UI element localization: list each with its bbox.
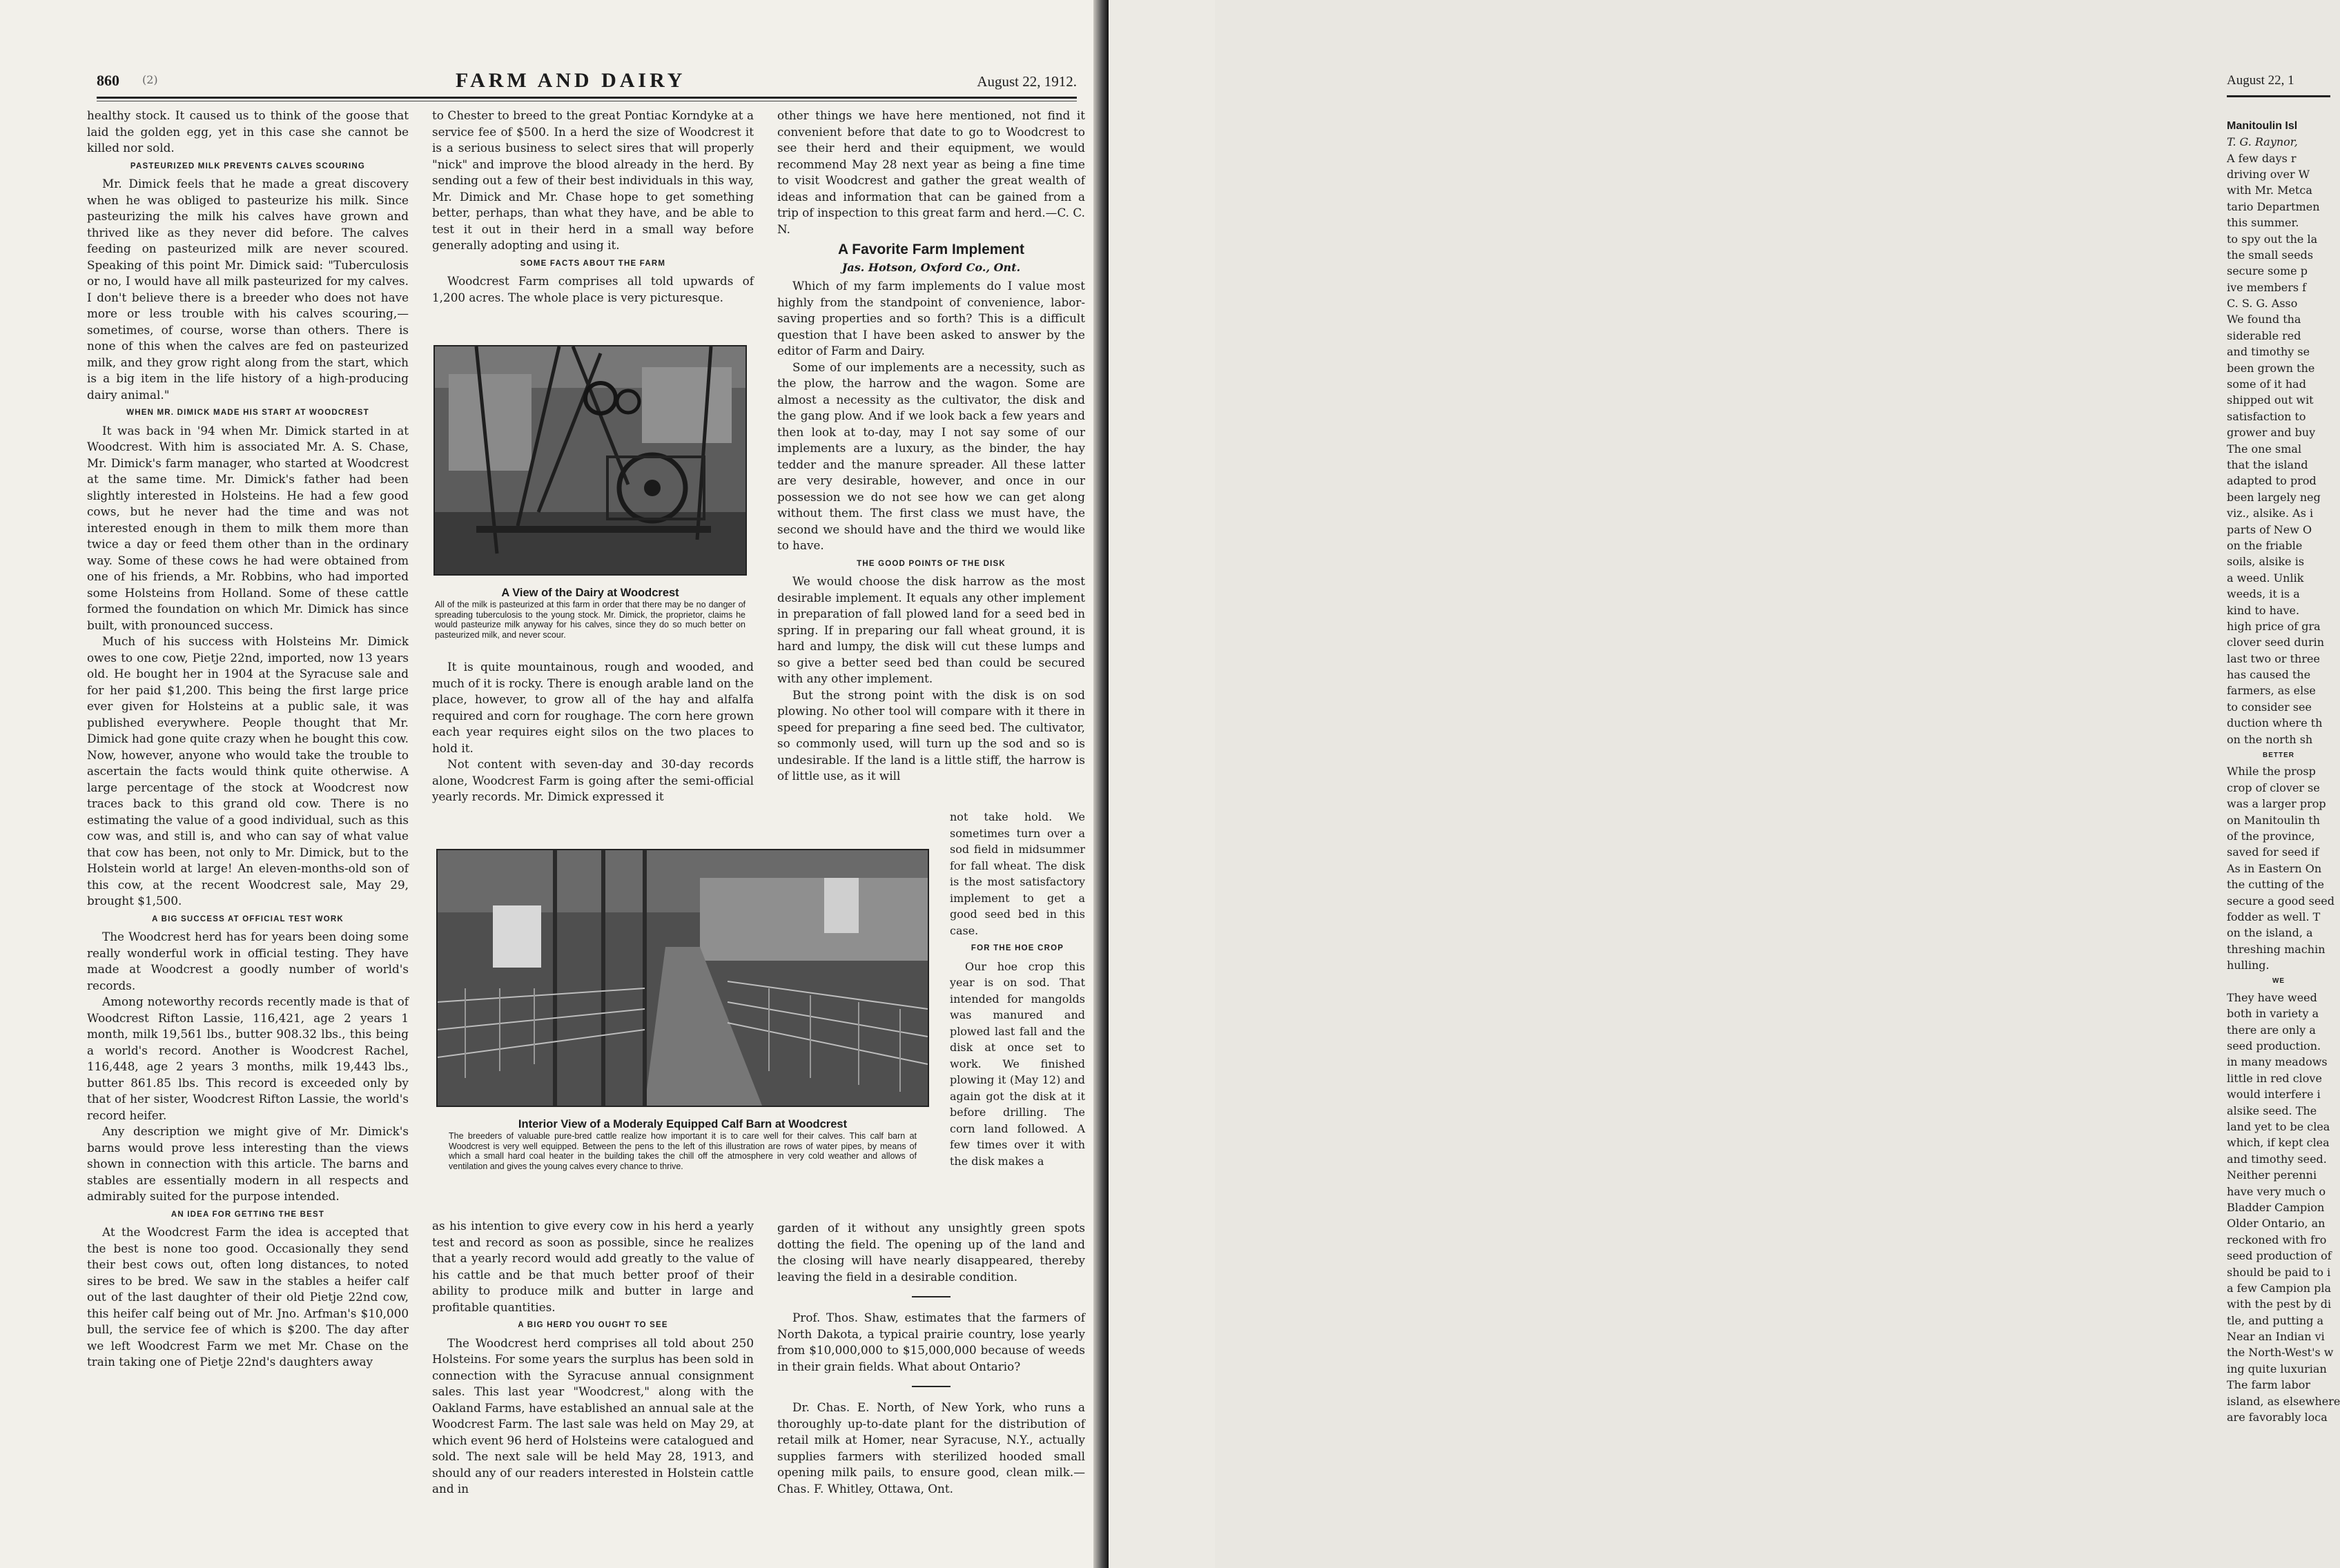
subheading: AN IDEA FOR GETTING THE BEST <box>170 1210 325 1219</box>
paragraph: Much of his success with Holsteins Mr. Dimick owes to one cow, Pietje 22nd, imported, now 13 years old. He bought her in 1904 at the Syracuse sale and for her paid $1,200. This being the first large price ever given for Holsteins at a public sale, it was published everywhere. People thought that Mr. Dimick had gone quite crazy when he bought this cow. Now, however, anyone who would take the trouble to ascertain the facts would think quite otherwise. A large percentage of the stock at Woodcrest now traces back to this grand old cow. There is no estimating the value of a good individual, such as this cow was, and still is, and who can say of what value that cow has been, not only to Mr. Dimick, but to the Holstein world at large! An eleven-months-old son of this cow, at the recent Woodcrest sale, May 29, brought $1,500. <box>87 634 409 908</box>
adjacent-page-line: viz., alsike. As i <box>2227 507 2314 520</box>
subheading: SOME FACTS ABOUT THE FARM <box>520 259 666 268</box>
paragraph: The Woodcrest herd comprises all told about 250 Holsteins. For some years the surplus has been sold in connection with the Syracuse annual consignment sales. This last year "Woodcrest," along with the Oakland Farms, have established an annual sale at the Woodcrest Farm. The last sale was held on May 29, at which event 96 herd of Holsteins were catalogued and sold. The next sale will be held May 28, 1913, and should any of our readers interested in Holstein cattle and in <box>432 1335 754 1496</box>
newspaper-page <box>0 0 1102 1568</box>
subheading: FOR THE HOE CROP <box>971 944 1064 952</box>
adjacent-page-line: on the island, a <box>2227 926 2313 940</box>
adjacent-page-line: a weed. Unlik <box>2227 571 2304 585</box>
adjacent-page-line: some of it had <box>2227 378 2306 391</box>
paragraph: Prof. Thos. Shaw, estimates that the farmers of North Dakota, a typical prairie country, lose yearly from $10,000,000 to $15,000,000 because of weeds in their grain fields. What about Ontario? <box>777 1311 1085 1373</box>
separator <box>912 1386 950 1387</box>
adjacent-page-line: BETTER <box>2263 752 2294 760</box>
paragraph: Mr. Dimick feels that he made a great discovery when he was obliged to pasteurize his milk. Since pasteurizing the milk his calves have grown and thrived like as they never did before. The calves feeding on pasteurized milk are never scoured. Speaking of this point Mr. Dimick said: "Tuberculosis or no, I would have all milk pasteurized for my calves. I don't believe there is a breeder who does not have more or less trouble with his calves scouring,—sometimes, of course, worse than others. There is none of this when the calves are fed on pasteurized milk, and they grow right along from the start, which is a big item in the life history of a high-producing dairy animal." <box>87 177 409 402</box>
adjacent-page <box>1109 0 2340 1568</box>
adjacent-page-line: A few days r <box>2227 151 2297 165</box>
adjacent-page-line: should be paid to i <box>2227 1265 2331 1279</box>
adjacent-page-line: would interfere i <box>2227 1088 2321 1101</box>
adjacent-page-line: both in variety a <box>2227 1007 2319 1021</box>
calf-barn-photo <box>436 849 929 1107</box>
page-number: 860 <box>97 72 119 89</box>
caption-title: Interior View of a Moderaly Equipped Calf Barn at Woodcrest <box>518 1118 848 1130</box>
column-1 <box>87 108 409 1371</box>
adjacent-page-line: Older Ontario, an <box>2227 1217 2326 1231</box>
paragraph: as his intention to give every cow in his herd a yearly test and record as soon as possible, since he realizes that a yearly record would add greatly to the value of his cattle and be that much better proof of their ability to produce milk and butter in large and profitable quantities. <box>432 1219 754 1314</box>
adjacent-page-line: tario Departmen <box>2227 199 2320 213</box>
calf-barn-photo-caption <box>449 1118 917 1171</box>
adjacent-page-line: little in red clove <box>2227 1071 2322 1085</box>
adjacent-page-line: We found tha <box>2227 313 2301 326</box>
caption-text: The breeders of valuable pure-bred cattle realize how important it is to care well for their calves. This calf barn at Woodcrest is very well equipped. Between the pens to the left of this illustration are rows of water pipes, by means of which a small hard coal heater in the building takes the chill off the atmosphere in very cold weather and allows of ventilation and gives the young calves every chance to thrive. <box>449 1131 917 1171</box>
adjacent-page-text <box>2227 72 2340 1424</box>
adjacent-page-line: crop of clover se <box>2227 781 2320 794</box>
adjacent-page-line: been grown the <box>2227 361 2315 375</box>
adjacent-page-line: last two or three <box>2227 651 2320 665</box>
adjacent-page-line: soils, alsike is <box>2227 555 2305 569</box>
byline: Jas. Hotson, Oxford Co., Ont. <box>841 260 1021 274</box>
adjacent-page-line: in many meadows <box>2227 1055 2328 1069</box>
paragraph: The Woodcrest herd has for years been doing some really wonderful work in official testing. They have made at Woodcrest a goodly number of world's records. <box>87 930 409 992</box>
adjacent-page-line: island, as elsewhere <box>2227 1394 2340 1408</box>
column-2-continued <box>432 1218 754 1498</box>
adjacent-page-line: tle, and putting a <box>2227 1313 2324 1327</box>
article-title: A Favorite Farm Implement <box>838 242 1024 257</box>
paragraph: Our hoe crop this year is on sod. That intended for mangolds was manured and plowed last fall and the disk at once set to work. We finished plowing it (May 12) and again got the disk at it before drilling. The corn land followed. A few times over it with the disk makes a <box>950 959 1085 1168</box>
publication-title: FARM AND DAIRY <box>456 69 686 92</box>
adjacent-page-line: They have weed <box>2227 990 2317 1004</box>
paragraph: Dr. Chas. E. North, of New York, who runs a thoroughly up-to-date plant for the distribution of retail milk at Homer, near Syracuse, N.Y., actually supplies farmers with sterilized hooded small opening milk pails, to ensure good, clean milk.—Chas. F. Whitley, Ottawa, Ont. <box>777 1400 1085 1496</box>
paragraph: other things we have here mentioned, not find it convenient before that date to go to Woodcrest to see their herd and their equipment, we would recommend May 28 next year as being a fine time to visit Woodcrest and gather the great wealth of ideas and information that can be gained from a trip of inspection to this great farm and herd.—C. C. N. <box>777 108 1085 236</box>
caption-text: All of the milk is pasteurized at this farm in order that there may be no danger of spreading tuberculosis to the young stock. Mr. Dimick, the proprietor, claims he would pasteurize milk anyway for his calves, since they do so much better on pasteurized milk, and never scour. <box>435 600 745 640</box>
adjacent-page-line: and timothy se <box>2227 345 2310 359</box>
adjacent-page-line: siderable red <box>2227 329 2301 342</box>
adjacent-page-line: secure a good seed <box>2227 894 2334 908</box>
adjacent-page-line: duction where th <box>2227 716 2323 730</box>
adjacent-article-title: Manitoulin Isl <box>2227 119 2298 132</box>
adjacent-page-line: weeds, it is a <box>2227 587 2300 601</box>
subheading: PASTEURIZED MILK PREVENTS CALVES SCOURING <box>130 161 366 170</box>
adjacent-page-line: T. G. Raynor, <box>2227 135 2298 149</box>
column-3-continued <box>777 1220 1085 1497</box>
adjacent-page-line: was a larger prop <box>2227 797 2326 811</box>
paragraph: We would choose the disk harrow as the most desirable implement. It equals any other implement in preparation of fall plowed land for a seed bed in spring. If in preparing our fall wheat ground, it is hard and lumpy, the disk will cut these lumps and so give a better seed bed than could be secured with any other implement. <box>777 574 1085 685</box>
adjacent-page-line: seed production of <box>2227 1249 2332 1263</box>
adjacent-page-line: satisfaction to <box>2227 409 2306 423</box>
page-header <box>97 68 1084 95</box>
page-mark: (2) <box>142 73 158 86</box>
paragraph: At the Woodcrest Farm the idea is accepted that the best is none too good. Occasionally they send their best cows out, often long distances, to noted sires to be bred. We saw in the stables a heifer calf out of the last daughter of their old Pietje 22nd cow, this heifer calf being out of Mr. Jno. Arfman's $10,000 bull, the service fee of which is $200. The day after we left Woodcrest Farm we met Mr. Chase on the train taking one of Pietje 22nd's daughters away <box>87 1225 409 1369</box>
adjacent-page-line: of the province, <box>2227 829 2315 843</box>
adjacent-page-line: to consider see <box>2227 700 2312 714</box>
adjacent-page-line: WE <box>2272 977 2285 986</box>
paragraph: not take hold. We sometimes turn over a sod field in midsummer for fall wheat. The disk is the most satisfactory implement to get a good seed bed in this case. <box>950 810 1085 937</box>
adjacent-page-line: ing quite luxurian <box>2227 1362 2327 1375</box>
paragraph: garden of it without any unsightly green spots dotting the field. The opening up of the land and the closing will have nearly disappeared, thereby leaving the field in a desirable condition. <box>777 1221 1085 1284</box>
subheading: A BIG SUCCESS AT OFFICIAL TEST WORK <box>152 914 344 923</box>
subheading: WHEN MR. DIMICK MADE HIS START AT WOODCREST <box>126 409 369 417</box>
adjacent-page-line: alsike seed. The <box>2227 1104 2317 1117</box>
adjacent-page-line: that the island <box>2227 458 2308 471</box>
paragraph: Which of my farm implements do I value most highly from the standpoint of convenience, labor-saving properties and so forth? This is a difficult question that I have been asked to answer by the editor of Farm and Dairy. <box>777 279 1085 357</box>
issue-date: August 22, 1912. <box>977 73 1077 90</box>
paragraph: to Chester to breed to the great Pontiac Korndyke at a service fee of $500. In a herd the size of Woodcrest it is a serious business to select sires that will properly "nick" and improve the blood already in the herd. By sending out a few of their best individuals in this way, Mr. Dimick and Mr. Chase hope to get something better, perhaps, than what they have, and be able to test it out in their herd in a small way before generally adopting and using it. <box>432 108 754 252</box>
paragraph: It is quite mountainous, rough and wooded, and much of it is rocky. There is enough arable land on the place, however, to grow all of the hay and alfalfa required and corn for roughage. The corn here grown each year requires eight silos on the two places to hold it. <box>432 660 754 755</box>
paragraph: healthy stock. It caused us to think of the goose that laid the golden egg, yet in this case she cannot be killed nor sold. <box>87 108 409 155</box>
adjacent-page-line: been largely neg <box>2227 490 2321 504</box>
adjacent-page-line: threshing machin <box>2227 942 2326 956</box>
adjacent-page-line: this summer. <box>2227 216 2299 230</box>
adjacent-page-line: land yet to be clea <box>2227 1120 2330 1133</box>
adjacent-page-line: and timothy seed. <box>2227 1152 2327 1166</box>
adjacent-page-line: the small seeds <box>2227 248 2314 262</box>
adjacent-page-line: are favorably loca <box>2227 1411 2328 1424</box>
adjacent-page-line: reckoned with fro <box>2227 1233 2327 1246</box>
paragraph: Some of our implements are a necessity, such as the plow, the harrow and the wagon. Some are almost a necessity as the cultivator, the disk and the gang plow. And if we look back a few years and then look at to-day, may I not say some of our implements are a luxury, as the binder, the hay tedder and the manure spreader. All these latter are very desirable, however, and once in our possession we do not see how we can get along without them. The first class we must have, the second we should have and the third we would like to have. <box>777 360 1085 552</box>
adjacent-page-line: on Manitoulin th <box>2227 813 2321 827</box>
adjacent-page-line: has caused the <box>2227 668 2311 682</box>
paragraph: Among noteworthy records recently made is that of Woodcrest Rifton Lassie, 116,421, age 2 years 1 month, milk 19,561 lbs., butter 908.32 lbs., this being a world's record. Another is Woodcrest Rachel, 116,448, age 2 years 3 months, milk 19,443 lbs., butter 861.85 lbs. This record is exceeded only by that of her sister, Woodcrest Rifton Lassie, the world's record heifer. <box>87 994 409 1122</box>
adjacent-page-line: the North-West's w <box>2227 1346 2334 1360</box>
page-gutter <box>1093 0 1109 1568</box>
paragraph: Not content with seven-day and 30-day records alone, Woodcrest Farm is going after the semi-official yearly records. Mr. Dimick expressed it <box>432 757 754 803</box>
adjacent-page-header: August 22, 1 <box>2227 73 2294 88</box>
adjacent-page-line: The one smal <box>2227 442 2302 455</box>
adjacent-page-line: C. S. G. Asso <box>2227 297 2298 311</box>
adjacent-page-line: kind to have. <box>2227 603 2300 617</box>
adjacent-page-line: with the pest by di <box>2227 1297 2332 1311</box>
adjacent-page-line: driving over W <box>2227 167 2310 181</box>
adjacent-page-line: high price of gra <box>2227 619 2321 633</box>
column-3 <box>777 108 1085 785</box>
adjacent-page-lines <box>2227 134 2340 1424</box>
adjacent-page-line: have very much o <box>2227 1184 2326 1198</box>
separator <box>912 1296 950 1297</box>
adjacent-page-line: secure some p <box>2227 264 2308 278</box>
adjacent-page-line: hulling. <box>2227 959 2270 972</box>
adjacent-page-line: ive members f <box>2227 280 2307 294</box>
adjacent-page-line: with Mr. Metca <box>2227 184 2312 197</box>
subheading: THE GOOD POINTS OF THE DISK <box>857 559 1006 568</box>
adjacent-page-line: seed production. <box>2227 1039 2321 1053</box>
dairy-photo-caption <box>435 587 745 640</box>
adjacent-page-line: As in Eastern On <box>2227 861 2322 875</box>
adjacent-page-line: Near an Indian vi <box>2227 1330 2325 1344</box>
adjacent-page-rule <box>2227 95 2330 113</box>
adjacent-page-line: fodder as well. T <box>2227 910 2321 923</box>
adjacent-page-line: parts of New O <box>2227 522 2312 536</box>
paragraph: It was back in '94 when Mr. Dimick started in at Woodcrest. With him is associated Mr. A. S. Chase, Mr. Dimick's farm manager, who started at Woodcrest at the same time. Mr. Dimick's father had been slightly interested in Holsteins. He had a few good cows, but he never had the time and was not interested enough in them to milk them more than twice a day or feed them other than in the ordinary way. Some of these cows he had were obtained from one of his friends, a Mr. Robbins, who had imported some Holsteins from Holland. Some of these cattle formed the foundation on which Mr. Dimick has since built, with pronounced success. <box>87 423 409 632</box>
adjacent-page-line: Neither perenni <box>2227 1168 2317 1182</box>
adjacent-page-line: While the prosp <box>2227 765 2316 778</box>
adjacent-page-line: on the friable <box>2227 538 2303 552</box>
header-rule <box>97 97 1077 99</box>
adjacent-page-line: Bladder Campion <box>2227 1200 2325 1214</box>
adjacent-page-line: to spy out the la <box>2227 232 2318 246</box>
dairy-photo <box>433 345 747 576</box>
adjacent-page-line: shipped out wit <box>2227 393 2314 407</box>
adjacent-page-line: grower and buy <box>2227 426 2316 440</box>
subheading: A BIG HERD YOU OUGHT TO SEE <box>518 1321 668 1329</box>
adjacent-page-line: which, if kept clea <box>2227 1136 2330 1150</box>
paragraph: Any description we might give of Mr. Dimick's barns would prove less interesting than the views shown in connection with this article. The barns and stables are essentially modern in all respects and admirably suited for the purpose intended. <box>87 1124 409 1203</box>
column-3-narrow <box>950 809 1085 1169</box>
adjacent-page-line: adapted to prod <box>2227 474 2317 488</box>
paragraph: Woodcrest Farm comprises all told upwards of 1,200 acres. The whole place is very picturesque. <box>432 274 754 304</box>
adjacent-page-line: a few Campion pla <box>2227 1281 2332 1295</box>
caption-title: A View of the Dairy at Woodcrest <box>501 587 679 599</box>
adjacent-page-line: there are only a <box>2227 1023 2316 1037</box>
adjacent-page-line: clover seed durin <box>2227 636 2325 649</box>
adjacent-page-line: on the north sh <box>2227 732 2313 746</box>
adjacent-page-line: saved for seed if <box>2227 845 2319 859</box>
adjacent-page-line: The farm labor <box>2227 1378 2311 1392</box>
adjacent-page-line: the cutting of the <box>2227 878 2325 892</box>
paragraph: But the strong point with the disk is on sod plowing. No other tool will compare with it there in speed for preparing a fine seed bed. The cultivator, so commonly used, will turn up the sod and so is undesirable. If the land is a little stiff, the harrow is of little use, as it will <box>777 687 1085 783</box>
adjacent-page-line: farmers, as else <box>2227 684 2316 698</box>
